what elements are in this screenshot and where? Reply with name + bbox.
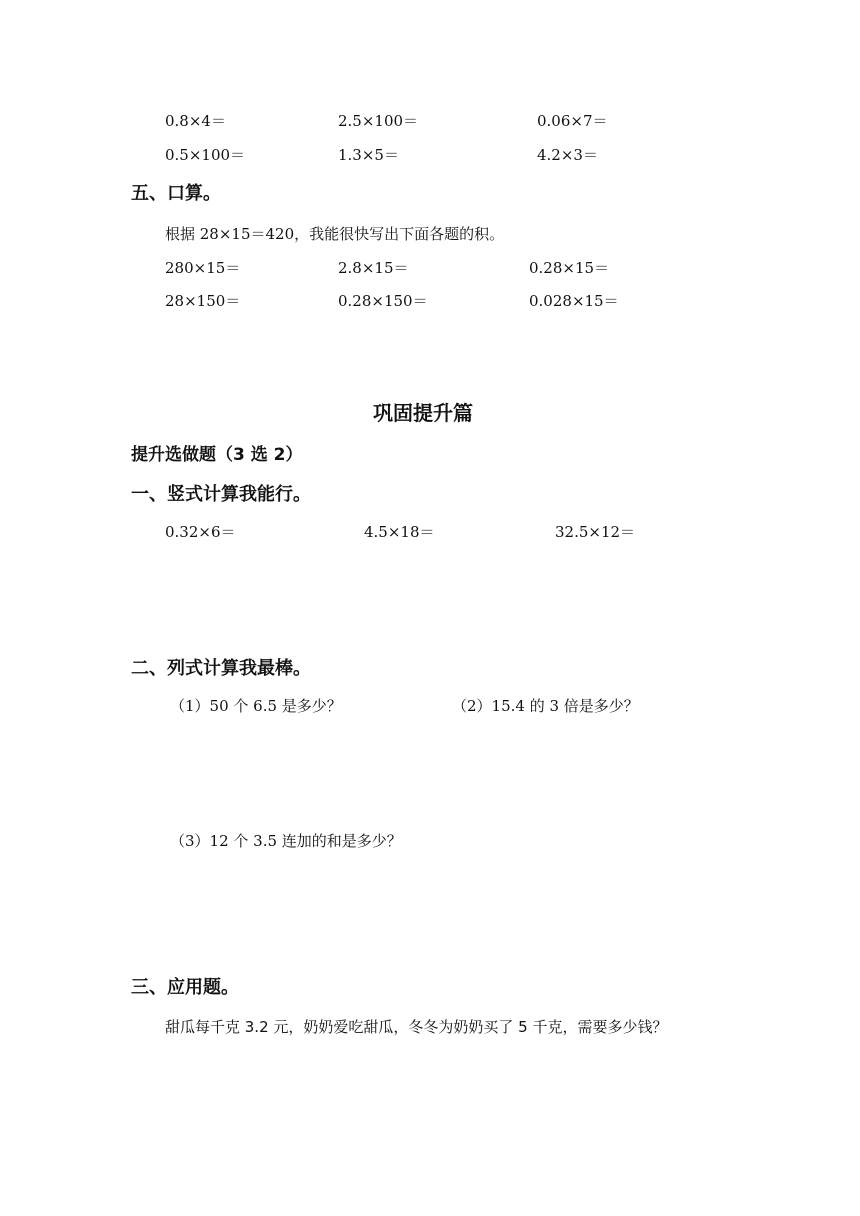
section5-expr-1-2: 2.8×15＝: [338, 259, 409, 277]
q2-item-1: （1）50 个 6.5 是多少？: [170, 697, 342, 715]
q2-item-3: （3）12 个 3.5 连加的和是多少？: [170, 832, 402, 850]
section5-expr-1-3: 0.28×15＝: [529, 259, 610, 277]
top-expr-2-3: 4.2×3＝: [537, 146, 598, 164]
top-expr-2-1: 0.5×100＝: [165, 146, 246, 164]
section5-expr-2-3: 0.028×15＝: [529, 292, 619, 310]
page-title: 巩固提升篇: [373, 401, 473, 425]
top-expr-2-2: 1.3×5＝: [338, 146, 399, 164]
q1-heading: 一、竖式计算我能行。: [131, 484, 311, 505]
top-expr-1-3: 0.06×7＝: [537, 112, 608, 130]
section5-intro: 根据 28×15＝420，我能很快写出下面各题的积。: [165, 225, 505, 243]
section5-heading: 五、口算。: [131, 183, 221, 204]
q3-heading: 三、应用题。: [131, 977, 239, 998]
top-expr-1-2: 2.5×100＝: [338, 112, 419, 130]
q1-item-1: 0.32×6＝: [165, 523, 236, 541]
top-expr-1-1: 0.8×4＝: [165, 112, 226, 130]
section5-expr-2-2: 0.28×150＝: [338, 292, 428, 310]
subtitle: 提升选做题（3 选 2）: [131, 445, 303, 465]
q2-heading: 二、列式计算我最棒。: [131, 658, 311, 679]
q3-text: 甜瓜每千克 3.2 元，奶奶爱吃甜瓜，冬冬为奶奶买了 5 千克，需要多少钱？: [165, 1018, 668, 1036]
section5-expr-2-1: 28×150＝: [165, 292, 241, 310]
section5-expr-1-1: 280×15＝: [165, 259, 241, 277]
q1-item-2: 4.5×18＝: [364, 523, 435, 541]
q2-item-2: （2）15.4 的 3 倍是多少？: [452, 697, 639, 715]
q1-item-3: 32.5×12＝: [555, 523, 636, 541]
